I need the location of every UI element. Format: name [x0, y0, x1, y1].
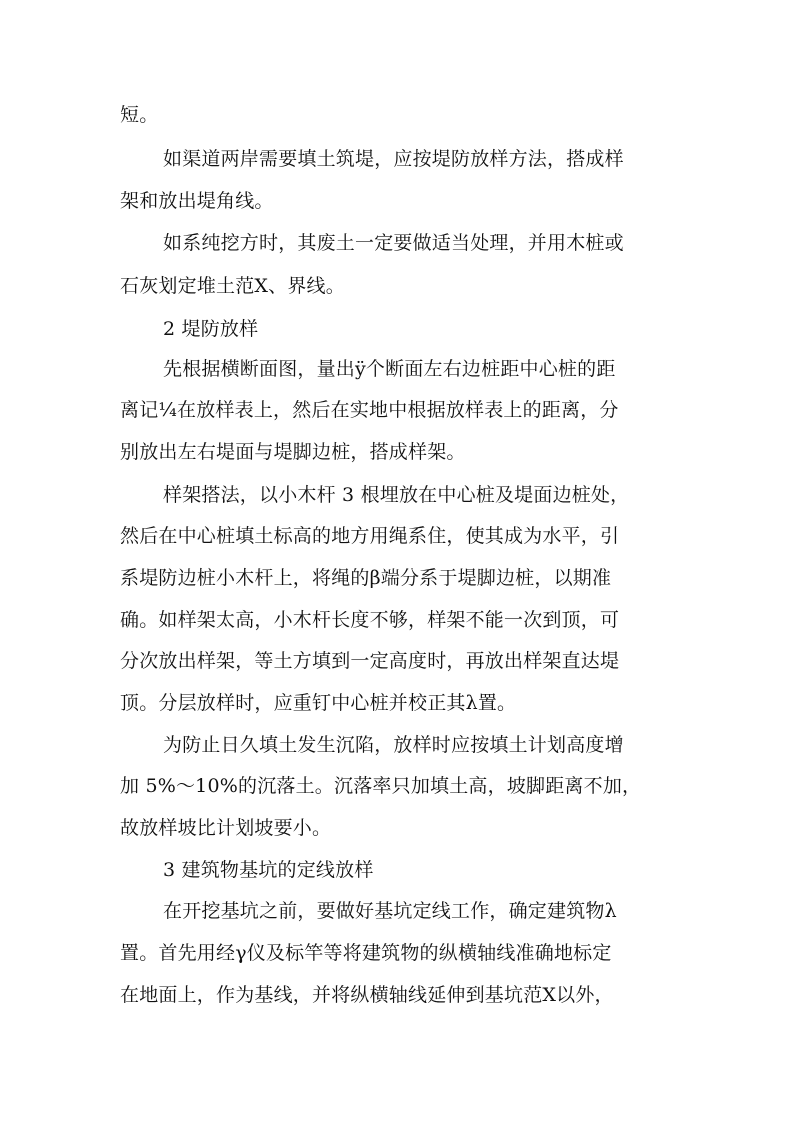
text-line-22: 在地面上，作为基线，并将纵横轴线延伸到基坑范Χ以外，: [120, 984, 614, 1006]
text-line-10: 样架搭法，以小木杆 3 根埋放在中心桩及堤面边桩处，: [163, 484, 630, 506]
text-line-15: 顶。分层放样时，应重钉中心桩并校正其λ置。: [120, 692, 517, 714]
text-line-13: 确。如样架太高，小木杆长度不够，样架不能一次到顶，可: [120, 609, 620, 631]
text-line-20: 在开挖基坑之前，要做好基坑定线工作，确定建筑物λ: [163, 900, 617, 922]
text-line-21: 置。首先用经γ仪及标竿等将建筑物的纵横轴线准确地标定: [120, 942, 612, 964]
text-line-17: 加 5%～10%的沉落土。沉落率只加填土高，坡脚距离不加，: [120, 775, 642, 797]
section-heading-2: 2 堤防放样: [163, 318, 259, 340]
text-line-5: 石灰划定堆土范Χ、界线。: [120, 275, 345, 297]
section-heading-3: 3 建筑物基坑的定线放样: [163, 859, 374, 881]
text-line-4: 如系纯挖方时，其废土一定要做适当处理，并用木桩或: [163, 232, 624, 254]
text-line-12: 系堤防边桩小木杆上，将绳的β端分系于堤脚边桩，以期准: [120, 567, 612, 589]
text-line-18: 故放样坡比计划坡要小。: [120, 817, 332, 839]
text-line-3: 架和放出堤角线。: [120, 190, 274, 212]
text-line-14: 分次放出样架，等土方填到一定高度时，再放出样架直达堤: [120, 650, 620, 672]
text-line-8: 离记¼在放样表上，然后在实地中根据放样表上的距离，分: [120, 399, 619, 421]
text-line-9: 别放出左右堤面与堤脚边桩，搭成样架。: [120, 441, 466, 463]
text-line-16: 为防止日久填土发生沉陷，放样时应按填土计划高度增: [163, 734, 624, 756]
text-line-11: 然后在中心桩填土标高的地方用绳系住，使其成为水平，引: [120, 525, 620, 547]
text-line-1: 短。: [120, 104, 159, 126]
text-line-7: 先根据横断面图，量出ÿ个断面左右边桩距中心桩的距: [163, 358, 616, 380]
text-line-2: 如渠道两岸需要填土筑堤，应按堤防放样方法，搭成样: [163, 148, 624, 170]
